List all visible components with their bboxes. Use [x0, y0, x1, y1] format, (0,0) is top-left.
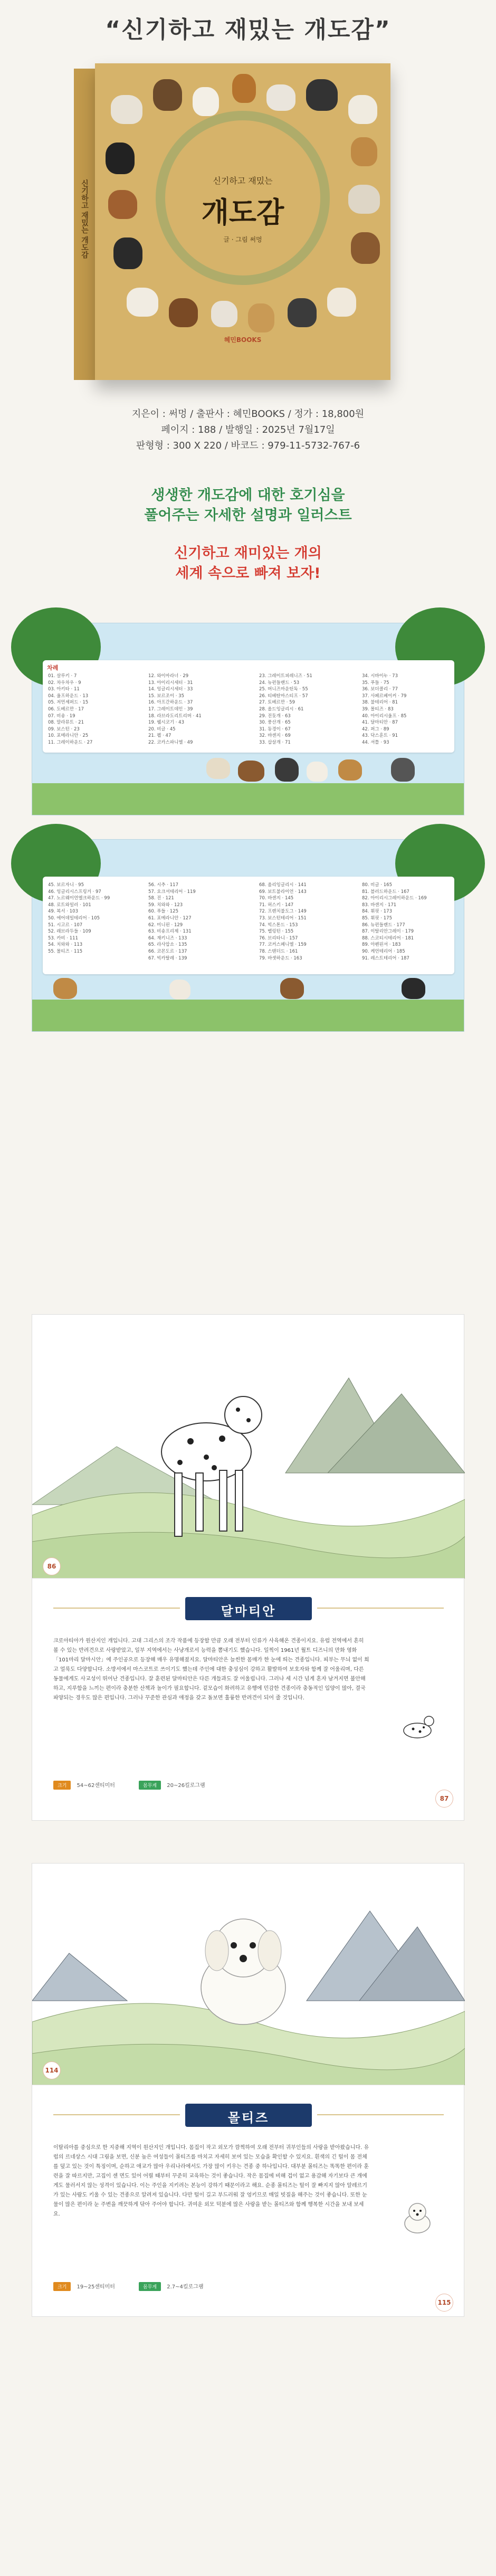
dog-illustration: [53, 978, 77, 999]
contents-item: 56. 시추 · 117: [148, 882, 178, 888]
banner-line: [53, 2114, 180, 2115]
contents-item: 17. 그레이트데인 · 39: [148, 706, 193, 712]
cover-author: 글 · 그림 써멍: [223, 236, 262, 243]
contents-item: 39. 몰티즈 · 83: [362, 706, 394, 712]
contents-item: 72. 프렌치불도그 · 149: [259, 909, 307, 915]
contents-item: 55. 몰티즈 · 115: [48, 948, 83, 954]
dog-illustration: [348, 95, 377, 124]
banner-line: [317, 2114, 444, 2115]
contents-item: 09. 보스턴 · 23: [48, 726, 80, 732]
contents-item: 69. 보트불라이언 · 143: [259, 889, 307, 895]
contents-item: 43. 닥스훈트 · 91: [362, 733, 398, 739]
contents-item: 74. 빅스톤드 · 153: [259, 922, 298, 928]
contents-item: 82. 아이리시그레이하운드 · 169: [362, 896, 427, 901]
contents-item: 08. 말라뮤트 · 21: [48, 720, 84, 726]
weight-value: 2.7~4킬로그램: [167, 2284, 204, 2290]
contents-item: 30. 풍산개 · 65: [259, 720, 291, 726]
size-label: 크기: [53, 1781, 71, 1790]
contents-item: 26. 티베탄마스티프 · 57: [259, 693, 308, 699]
pitch-green: [0, 486, 496, 526]
page-number: 87: [435, 1790, 453, 1808]
contents-column: [259, 882, 325, 962]
contents-item: 04. 울프하운드 · 13: [48, 693, 89, 699]
dog-illustration: [275, 758, 299, 782]
book-info: [0, 406, 496, 454]
size-label: 크기: [53, 2282, 71, 2291]
dog-illustration: [211, 301, 237, 327]
dog-illustration: [280, 978, 304, 999]
contents-item: 02. 차우차우 · 9: [48, 680, 81, 686]
contents-item: 65. 라사압소 · 135: [148, 942, 187, 948]
contents-column: [48, 673, 114, 746]
contents-item: 25. 버니즈마운틴독 · 55: [259, 687, 308, 692]
mountain-illustration: [32, 1315, 465, 1579]
contents-item: 48. 로트와일러 · 101: [48, 902, 91, 908]
contents-item: 41. 달마티안 · 87: [362, 720, 398, 726]
page-number: 86: [43, 1557, 61, 1575]
contents-item: 59. 치와와 · 123: [148, 902, 183, 908]
contents-item: 47. 노르웨이언엘크하운드 · 99: [48, 896, 110, 901]
contents-item: 57. 요크셔테리어 · 119: [148, 889, 196, 895]
dog-illustration: [238, 761, 264, 782]
dog-illustration: [169, 980, 190, 1000]
contents-item: 75. 벨링턴 · 155: [259, 929, 294, 935]
contents-item: 87. 이탈리안그레이 · 179: [362, 929, 414, 935]
contents-item: 01. 살루키 · 7: [48, 673, 77, 679]
contents-item: 91. 레스트테리어 · 187: [362, 955, 409, 961]
contents-item: 49. 복서 · 103: [48, 909, 78, 915]
contents-item: 38. 불테리어 · 81: [362, 700, 398, 706]
contents-column: [362, 882, 428, 962]
grass-illustration: [32, 783, 464, 815]
dog-illustration: [306, 79, 338, 111]
contents-column: [362, 673, 428, 746]
contents-item: 21. 펠 · 47: [148, 733, 171, 739]
page-number: 115: [435, 2294, 453, 2312]
contents-item: 10. 포메라니안 · 25: [48, 733, 89, 739]
contents-column: [259, 673, 325, 746]
contents-item: 77. 코커스페니엘 · 159: [259, 942, 307, 948]
dog-illustration: [127, 288, 158, 317]
dog-thumbnail: [396, 2196, 438, 2238]
contents-item: 20. 비글 · 45: [148, 726, 176, 732]
contents-item: 50. 에어데일테리어 · 105: [48, 915, 100, 921]
dog-illustration: [402, 978, 425, 999]
maltese-text-page: [32, 2085, 464, 2317]
banner-line: [317, 1608, 444, 1609]
contents-item: 28. 올드잉글리시 · 61: [259, 706, 304, 712]
dog-illustration: [193, 87, 219, 116]
dalmatian-illustration-page: [32, 1314, 464, 1578]
contents-item: 35. 푸들 · 75: [362, 680, 389, 686]
dog-illustration: [232, 74, 256, 103]
size-value: 19~25센티미터: [77, 2284, 115, 2290]
contents-item: 11. 그레이하운드 · 27: [48, 739, 93, 745]
contents-box: [43, 877, 454, 974]
size-value: 54~62센티미터: [77, 1783, 115, 1789]
contents-item: 15. 보르조이 · 35: [148, 693, 184, 699]
contents-column: [48, 882, 114, 955]
contents-item: 58. 진 · 121: [148, 896, 174, 901]
contents-item: 68. 올리잉글리시 · 141: [259, 882, 307, 888]
contents-item: 45. 보르자니 · 95: [48, 882, 84, 888]
dog-illustration: [106, 142, 135, 174]
weight-label: 몸무게: [139, 2282, 161, 2291]
contents-column: [148, 882, 214, 962]
contents-item: 19. 웰시코기 · 43: [148, 720, 184, 726]
contents-item: 16. 아프간하운드 · 37: [148, 700, 193, 706]
contents-item: 06. 도베르만 · 17: [48, 706, 84, 712]
contents-item: 89. 아펜핀셔 · 183: [362, 942, 401, 948]
contents-item: 13. 아이리시세터 · 31: [148, 680, 193, 686]
dog-illustration: [153, 79, 182, 111]
contents-item: 31. 동경이 · 67: [259, 726, 291, 732]
pitch-green-line1: 생생한 개도감에 대한 호기심을: [151, 487, 345, 503]
dog-illustration: [248, 303, 274, 332]
contents-item: 40. 아이리시울프 · 85: [362, 713, 407, 719]
contents-item: 29. 진돗개 · 63: [259, 713, 291, 719]
maltese-illustration-page: [32, 1863, 464, 2085]
dog-illustration: [338, 759, 362, 781]
grass-illustration: [32, 1000, 464, 1031]
cover-publisher: 혜민BOOKS: [224, 336, 262, 344]
contents-item: 80. 비글 · 165: [362, 882, 392, 888]
weight-value: 20~26킬로그램: [167, 1783, 205, 1789]
dalmatian-text-page: [32, 1578, 464, 1821]
dog-thumbnail: [396, 1705, 438, 1747]
contents-item: 84. 휘핏 · 173: [362, 909, 392, 915]
mountain-illustration: [32, 1864, 465, 2085]
contents-item: 83. 바센지 · 171: [362, 902, 397, 908]
pitch-red-line2: 세계 속으로 빠져 보자!: [175, 565, 321, 582]
dog-illustration: [288, 298, 317, 327]
contents-item: 76. 브리타니 · 157: [259, 935, 298, 941]
contents-item: 90. 케언테리어 · 185: [362, 948, 405, 954]
contents-item: 33. 삽살개 · 71: [259, 739, 291, 745]
contents-spread-1: [32, 623, 464, 815]
dog-illustration: [391, 758, 415, 782]
pitch-red-line1: 신기하고 재미있는 개의: [174, 545, 322, 562]
dog-illustration: [266, 84, 295, 111]
dog-illustration: [327, 288, 356, 317]
contents-item: 70. 바센지 · 145: [259, 896, 294, 901]
breed-name: 몰티즈: [227, 2111, 270, 2125]
contents-item: 07. 비숑 · 19: [48, 713, 75, 719]
banner-line: [53, 1608, 180, 1609]
contents-item: 23. 그레이트피레니즈 · 51: [259, 673, 312, 679]
contents-item: 63. 비숑프리제 · 131: [148, 929, 192, 935]
contents-item: 64. 재키니즈 · 133: [148, 935, 187, 941]
breed-stats: [53, 1779, 226, 1790]
contents-item: 32. 바센지 · 69: [259, 733, 291, 739]
contents-item: 22. 코카스파니엘 · 49: [148, 739, 193, 745]
contents-title: 차례: [47, 664, 59, 671]
contents-item: 36. 보더콜리 · 77: [362, 687, 398, 692]
breed-name: 달마티안: [221, 1604, 276, 1619]
contents-item: 34. 시바이누 · 73: [362, 673, 398, 679]
contents-item: 86. 뉴펀들랜드 · 177: [362, 922, 405, 928]
dog-illustration: [111, 95, 142, 124]
contents-item: 37. 사페르베이커 · 79: [362, 693, 407, 699]
contents-item: 12. 와이마라너 · 29: [148, 673, 189, 679]
contents-item: 66. 코몬도르 · 137: [148, 948, 187, 954]
contents-item: 53. 카비 · 111: [48, 935, 78, 941]
contents-box: [43, 660, 454, 753]
info-line-pages: 페이지 : 188 / 발행일 : 2025년 7월17일: [161, 424, 335, 435]
contents-item: 79. 바셋하운드 · 163: [259, 955, 302, 961]
contents-item: 71. 허스키 · 147: [259, 902, 294, 908]
contents-item: 81. 블러드하운드 · 167: [362, 889, 409, 895]
pitch-red: [0, 544, 496, 584]
contents-item: 60. 푸들 · 125: [148, 909, 178, 915]
breed-description: 크로아티아가 원산지인 개입니다. 고대 그리스의 조각 작품에 등장할 만큼 오래 전부터 인류가 사육해온 견종이지요. 유럽 전역에서 흔히 볼 수 있는 반려견으로 사랑받았고, 일부 지역에서는 사냥개로서 능력을 뽐내기도 했습니다. 일찍이 1961년 월트 디즈니의 만화 영화 「101마리 달마시안」에 주인공으로 등장해 매우 유명해졌지요. 달마티안은 늘씬한 몸매가 한 눈에 띄는 견종입니다. 피부는 무늬 없이 희고 얼룩도 다양합니다. 소방서에서 마스코트로 쓰이기도 했는데 주인에 대한 충성심이 강하고 활발하여 보호자와 함께 잘 어울리며, 다른 동물에게도 사교성이 뛰어난 견종입니다. 잘 훈련된 달마티안은 다른 개들과도 잘 어울립니다. 그러나 세 시간 넘게 혼자 남겨지면 불안해하고, 지루함을 느끼는 편이라 충분한 산책과 놀이가 필요합니다. 겉모습이 화려하고 유행에 민감한 견종이라 충동적인 입양이 많아, 결국 파양되는 경우도 많은 편입니다. 그러나 꾸준한 관심과 애정을 갖고 돌보면 훌륭한 반려견이 되어 줄 것입니다.: [53, 1638, 369, 1701]
pitch-green-line2: 풀어주는 자세한 설명과 일러스트: [144, 507, 352, 524]
contents-item: 88. 스코티시테리어 · 181: [362, 935, 414, 941]
contents-item: 67. 빅카탈레 · 139: [148, 955, 187, 961]
contents-item: 27. 토베르만 · 59: [259, 700, 295, 706]
contents-item: 52. 래브라두들 · 109: [48, 929, 91, 935]
contents-spread-2: [32, 839, 464, 1032]
contents-item: 78. 스탠더드 · 161: [259, 948, 298, 954]
contents-item: 85. 휘핏 · 175: [362, 915, 392, 921]
contents-item: 44. 셔틀 · 93: [362, 739, 389, 745]
spine-title: 신기하고 재밌는 개도감: [80, 179, 89, 259]
dog-illustration: [169, 298, 198, 327]
dog-illustration: [206, 758, 230, 779]
contents-item: 24. 뉴펀들랜드 · 53: [259, 680, 300, 686]
contents-item: 51. 시고르 · 107: [48, 922, 83, 928]
dog-illustration: [307, 762, 328, 782]
contents-item: 14. 잉글리시세터 · 33: [148, 687, 193, 692]
cover-title: 개도감: [201, 196, 284, 229]
contents-item: 05. 저먼셰퍼드 · 15: [48, 700, 89, 706]
dog-illustration: [351, 137, 377, 166]
page-number: 114: [43, 2061, 61, 2079]
info-line-author: 지은이 : 써멍 / 출판사 : 혜민BOOKS / 정가 : 18,800원: [131, 408, 365, 420]
contents-item: 46. 잉글리시스프링거 · 97: [48, 889, 101, 895]
contents-item: 18. 라브라도리트리버 · 41: [148, 713, 202, 719]
cover-subtitle: 신기하고 재밌는: [213, 176, 273, 186]
weight-label: 몸무게: [139, 1781, 161, 1790]
breed-description: 이탈리아를 중심으로 한 지중해 지역이 원산지인 개입니다. 몸집이 작고 외모가 깜찍하여 오래 전부터 귀부인들의 사랑을 받아왔습니다. 유럽의 르네상스 시대 그림을 보면, 신분 높은 여성들이 몰티즈를 마치고 자세히 보여 있는 모습을 확인할 수 있지요. 흰색의 긴 털이 몸 전체를 덮고 있는 것이 특징이며, 순하고 애교가 많아 우리나라에서도 가장 많이 키우는 견종 중 하나입니다. 대부분 몰티즈는 똑똑한 편이라 훈련을 잘 따르지만, 고집이 센 면도 있어 어릴 때부터 꾸준히 교육하는 것이 좋습니다. 작은 몸집에 비해 겁이 없고 용감해 자기보다 큰 개에게도 물러서지 않는 성격이 있습니다. 이는 주인을 지키려는 본능이 강하기 때문이라고 해요. 순종 몰티즈는 털이 잘 빠지지 않아 알레르기가 있는 사람도 키울 수 있는 견종으로 알려져 있습니다. 다만 털이 길고 부드러워 잘 엉키므로 매일 빗질을 해주는 것이 좋습니다. 또한 눈물이 많은 편이라 눈 주변을 깨끗하게 닦아 주어야 합니다. 귀여운 외모 덕분에 많은 사랑을 받는 몰티즈와 함께 행복한 시간을 보내 보세요.: [53, 2145, 369, 2217]
contents-item: 73. 보스턴테리어 · 151: [259, 915, 307, 921]
contents-item: 61. 포메라니안 · 127: [148, 915, 192, 921]
contents-item: 03. 아키타 · 11: [48, 687, 80, 692]
contents-column: [148, 673, 214, 746]
contents-item: 54. 치와와 · 113: [48, 942, 83, 948]
info-line-size: 판형형 : 300 X 220 / 바코드 : 979-11-5732-767-6: [136, 440, 360, 451]
headline: “신기하고 재밌는 개도감”: [105, 16, 391, 43]
breed-stats: [53, 2280, 225, 2291]
contents-item: 42. 퍼그 · 89: [362, 726, 389, 732]
contents-item: 62. 미니핀 · 129: [148, 922, 183, 928]
